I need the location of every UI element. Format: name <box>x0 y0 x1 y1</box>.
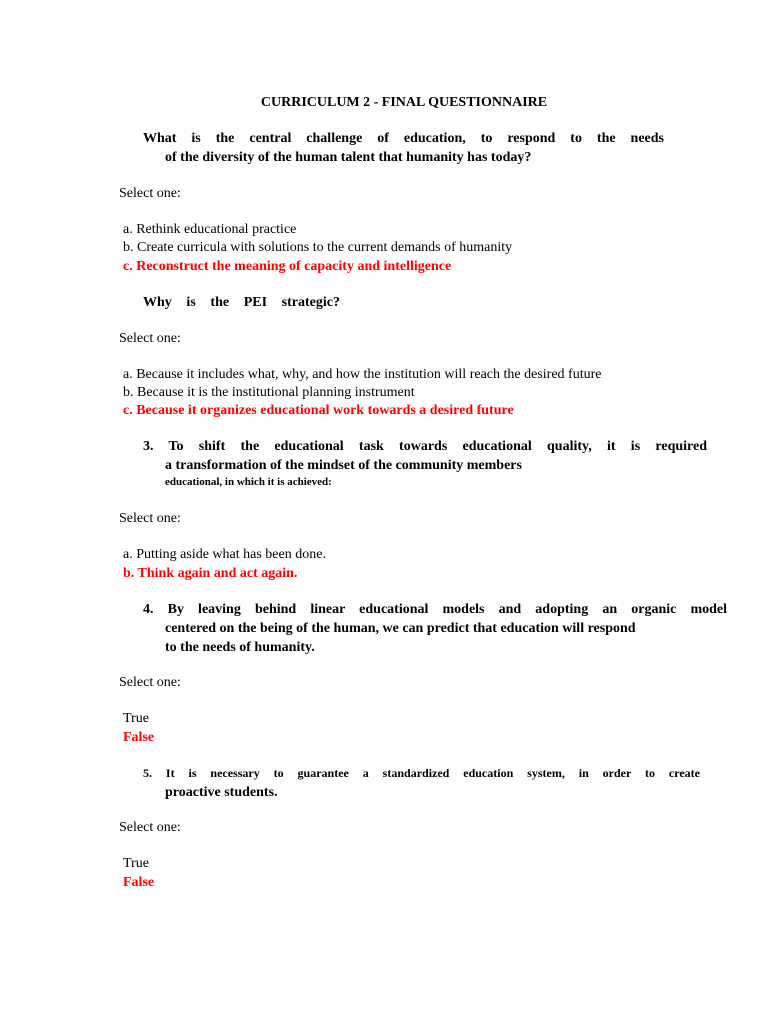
question-3-line-2: a transformation of the mindset of the community members <box>165 458 522 473</box>
question-5-option-false-answer[interactable]: False <box>123 875 155 890</box>
select-one-label: Select one: <box>119 675 181 690</box>
question-3-line-1: 3. To shift the educational task towards educational quality, it is required <box>143 439 707 454</box>
question-4-option-false-answer[interactable]: False <box>123 730 155 745</box>
page-title: CURRICULUM 2 - FINAL QUESTIONNAIRE <box>260 95 548 110</box>
select-one-label: Select one: <box>119 186 181 201</box>
question-1-option-a[interactable]: a. Rethink educational practice <box>123 222 297 237</box>
question-3-line-3: educational, in which it is achieved: <box>165 476 332 488</box>
question-1-option-b[interactable]: b. Create curricula with solutions to the current demands of humanity <box>123 240 513 255</box>
question-5-line-1: 5. It is necessary to guarantee a standardized education system, in order to create <box>143 766 700 780</box>
question-1-line-1: What is the central challenge of education, to respond to the needs <box>143 131 664 146</box>
question-2-option-b[interactable]: b. Because it is the institutional planning instrument <box>123 385 415 400</box>
question-4-line-3: to the needs of humanity. <box>165 640 315 655</box>
question-5-option-true[interactable]: True <box>123 856 149 871</box>
question-4-line-1: 4. By leaving behind linear educational models and adopting an organic model <box>143 602 727 617</box>
question-3-option-b-answer[interactable]: b. Think again and act again. <box>123 566 298 581</box>
question-1-line-2: of the diversity of the human talent that humanity has today? <box>165 150 532 165</box>
question-2-option-c-answer[interactable]: c. Because it organizes educational work towards a desired future <box>123 403 514 418</box>
question-4-line-2: centered on the being of the human, we can predict that education will respond <box>165 621 636 636</box>
question-1-option-c-answer[interactable]: c. Reconstruct the meaning of capacity and intelligence <box>123 259 452 274</box>
select-one-label: Select one: <box>119 820 181 835</box>
question-4-option-true[interactable]: True <box>123 711 149 726</box>
select-one-label: Select one: <box>119 511 181 526</box>
question-2-line-1: Why is the PEI strategic? <box>143 295 340 310</box>
question-2-option-a[interactable]: a. Because it includes what, why, and how the institution will reach the desired future <box>123 367 602 382</box>
select-one-label: Select one: <box>119 331 181 346</box>
question-5-line-2: proactive students. <box>165 785 278 800</box>
question-3-option-a[interactable]: a. Putting aside what has been done. <box>123 547 326 562</box>
